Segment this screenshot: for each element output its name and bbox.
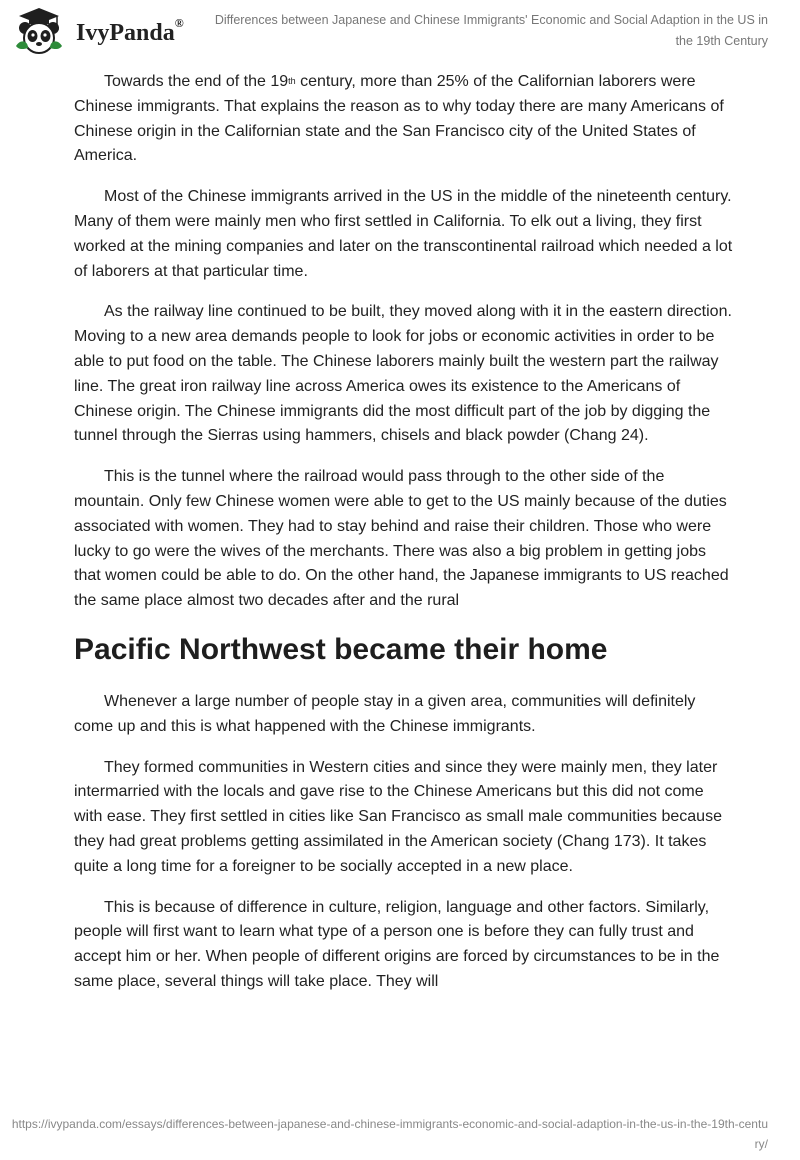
document-title: Differences between Japanese and Chinese Immigrants' Economic and Social Adaption in the US in the 19th Century <box>214 13 768 48</box>
brand-name: IvyPanda® <box>76 16 184 46</box>
source-url[interactable]: https://ivypanda.com/essays/differences-between-japanese-and-chinese-immigrants-economic-and-social-adaption-in-the-us-in-the-19th-century/ <box>11 1117 768 1151</box>
paragraph-7: This is because of difference in culture, religion, language and other factors. Similarly, people will first want to learn what type of a person one is before they can fully trust and accept him or her. When people of different origins are forced by circumstances to be in the same place, several things will take place. They will <box>74 898 720 990</box>
paragraph-4: This is the tunnel where the railroad would pass through to the other side of the mountain. Only few Chinese women were able to get to the US mainly because of the duties associated with women. They had to stay behind and raise their children. Those who were lucky to go were the wives of the merchants. There was also a big problem in getting jobs that women could be able to do. On the other hand, the Japanese immigrants to US reached the same place almost two decades after and the rural <box>74 468 729 610</box>
section-heading: Pacific Northwest became their home <box>74 632 608 666</box>
paragraph-3: As the railway line continued to be built, they moved along with it in the eastern direction. Moving to a new area demands people to look for jobs or economic activities in order to be able to put food on the table. The Chinese laborers mainly built the western part the railway line. The great iron railway line across America owes its existence to the Americans of Chinese origin. The Chinese immigrants did the most difficult part of the job by digging the tunnel through the Sierras using hammers, chisels and black powder (Chang 24). <box>74 303 732 445</box>
ivypanda-logo[interactable] <box>14 6 204 56</box>
paragraph-2: Most of the Chinese immigrants arrived in the US in the middle of the nineteenth century. Many of them were mainly men who first settled in California. To elk out a living, they first worked at the mining companies and later on the transcontinental railroad which needed a lot of laborers at that particular time. <box>74 188 733 280</box>
panda-graduate-icon <box>14 6 64 56</box>
paragraph-1: Towards the end of the 19th century, more than 25% of the Californian laborers were Chinese immigrants. That explains the reason as to why today there are many Americans of Chinese origin in the Californian state and the San Francisco city of the United States of America. <box>74 73 724 165</box>
page-header <box>0 0 800 62</box>
paragraph-6: They formed communities in Western cities and since they were mainly men, they later intermarried with the locals and gave rise to the Chinese Americans but this did not come with ease. They first settled in cities like San Francisco as small male communities because they had great problems getting assimilated in the American society (Chang 173). It takes quite a long time for a foreigner to be socially accepted in a new place. <box>74 758 722 875</box>
paragraph-5: Whenever a large number of people stay in a given area, communities will definitely come up and this is what happened with the Chinese immigrants. <box>74 692 696 735</box>
registered-mark: ® <box>174 16 184 30</box>
essay-body <box>74 70 734 1011</box>
superscript-th: th <box>288 76 296 86</box>
